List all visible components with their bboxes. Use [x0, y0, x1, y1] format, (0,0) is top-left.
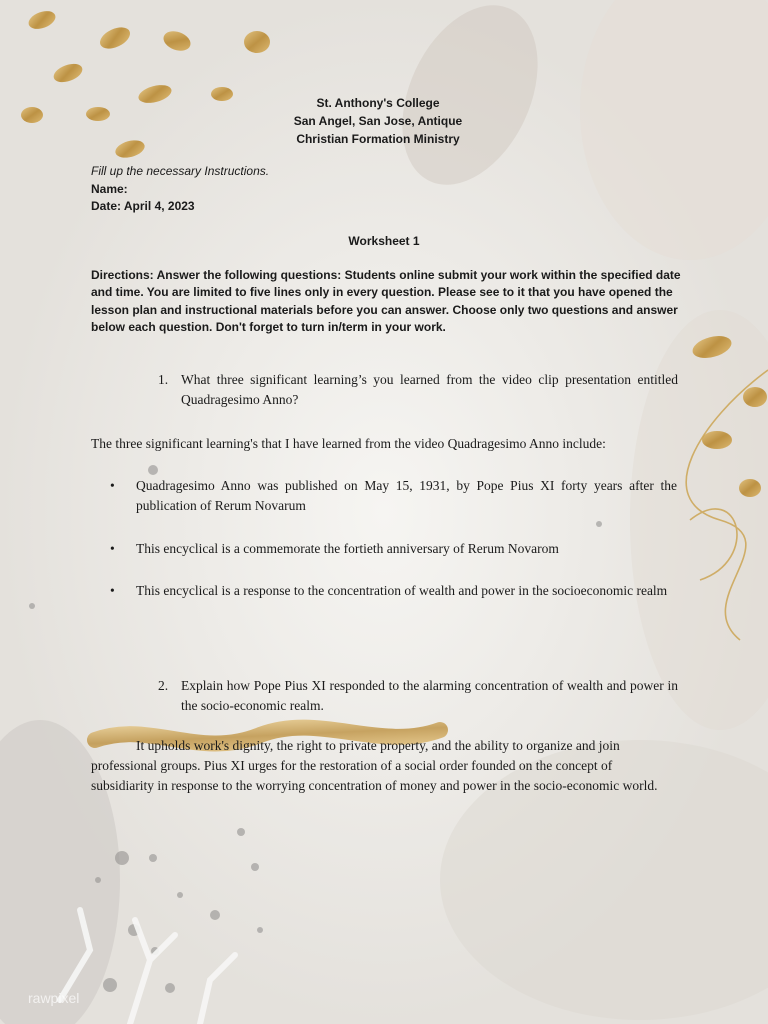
list-item — [110, 581, 677, 601]
question-text: Explain how Pope Pius XI responded to the alarming concentration of wealth and power in the socio-economic realm. — [181, 678, 678, 713]
question-2 — [158, 676, 678, 716]
date-field: Date: April 4, 2023 — [91, 199, 195, 213]
bullet-icon: • — [110, 583, 115, 598]
question-number: 1. — [158, 372, 169, 387]
school-name: St. Anthony's College — [316, 96, 440, 110]
list-item-text: Quadragesimo Anno was published on May 15, 1931, by Pope Pius XI forty years after the publication of Rerum Novarum — [136, 478, 677, 513]
worksheet-title-text: Worksheet 1 — [348, 234, 420, 248]
name-field-label: Name: — [91, 181, 128, 196]
school-address: San Angel, San Jose, Antique — [293, 114, 463, 128]
question-1 — [158, 370, 678, 410]
answer-2-paragraph: It upholds work's dignity, the right to private property, and the ability to organize and join professional groups. Pius XI urges for the restoration of a social order founded on the concept of subsidiarity in response to the worrying concentration of money and power in the socio-economic world. — [91, 738, 658, 793]
watermark: rawpixel — [28, 990, 80, 1006]
bullet-icon: • — [110, 478, 115, 493]
instructions-note: Fill up the necessary Instructions. — [91, 164, 270, 178]
student-info — [91, 163, 269, 216]
list-item-text: This encyclical is a commemorate the fortieth anniversary of Rerum Novarom — [136, 541, 559, 556]
directions-text: Directions: Answer the following questions: Students online submit your work within the specified date and time. You are limited to five lines only in every question. Please see to it that you have opened the lesson plan and instructional materials before you can answer. Choose only two questions and answer below each question. Don't forget to turn in/term in your work. — [91, 268, 681, 334]
school-header — [0, 94, 768, 148]
list-item-text: This encyclical is a response to the concentration of wealth and power in the socioeconomic realm — [136, 583, 668, 598]
list-item — [110, 476, 677, 516]
question-text: What three significant learning’s you learned from the video clip presentation entitled Quadragesimo Anno? — [181, 372, 678, 407]
bullet-icon: • — [110, 541, 115, 556]
list-item — [110, 539, 677, 559]
worksheet-title — [0, 234, 768, 248]
question-number: 2. — [158, 678, 169, 693]
answer-1-intro: The three significant learning's that I have learned from the video Quadragesimo Anno include: — [91, 436, 606, 451]
ministry-name: Christian Formation Ministry — [296, 132, 460, 146]
